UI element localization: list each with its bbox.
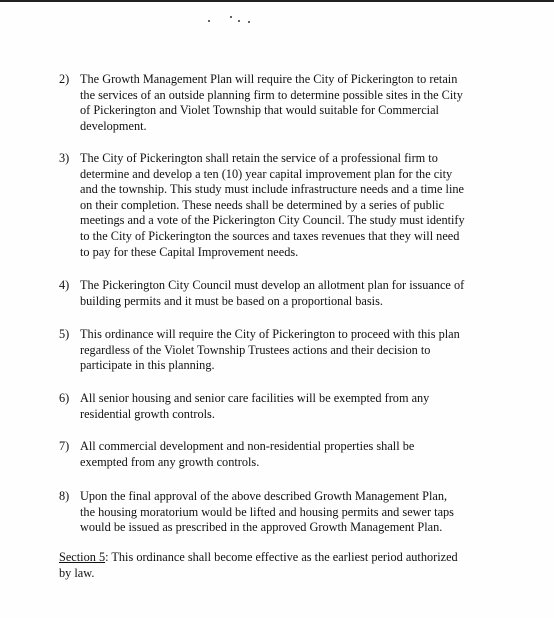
item-line: Upon the final approval of the above described Growth Management Plan, [80, 489, 448, 503]
item-line: The Pickerington City Council must develop an allotment plan for issuance of [80, 278, 465, 292]
item-number: 2) [59, 72, 70, 86]
item-line: development. [80, 118, 147, 133]
item-text [80, 439, 530, 470]
item-line: meetings and a vote of the Pickerington City Council. The study must identify [80, 213, 465, 228]
section-line-2: by law. [59, 565, 95, 580]
item-number: 3) [59, 151, 70, 165]
item-line: residential growth controls. [80, 406, 215, 421]
item-line: building permits and it must be based on a proportional basis. [80, 293, 383, 308]
item-text [80, 489, 530, 536]
item-line: the housing moratorium would be lifted and housing permits and sewer taps [80, 504, 454, 519]
item-line: of Pickerington and Violet Township that would suitable for Commercial [80, 103, 439, 118]
item-text [80, 72, 530, 134]
item-text [80, 151, 530, 260]
item-number: 7) [59, 439, 70, 453]
section-label: Section 5 [59, 550, 106, 564]
item-line: on their completion. These needs shall be determined by a series of public [80, 197, 445, 212]
section-line-1 [59, 550, 529, 566]
item-number: 4) [59, 278, 70, 292]
item-line: would be issued as prescribed in the approved Growth Management Plan. [80, 520, 443, 535]
item-line: and the township. This study must include infrastructure needs and a time line [80, 182, 464, 197]
scan-specks [208, 16, 256, 24]
item-number: 6) [59, 391, 70, 405]
item-line: This ordinance will require the City of Pickerington to proceed with this plan [80, 327, 460, 341]
item-text [80, 327, 530, 374]
item-number: 8) [59, 489, 70, 503]
item-line: regardless of the Violet Township Trustees actions and their decision to [80, 342, 431, 357]
item-line: exempted from any growth controls. [80, 454, 260, 469]
item-line: to the City of Pickerington the sources and taxes revenues that they will need [80, 228, 460, 243]
item-line: All senior housing and senior care facilities will be exempted from any [80, 391, 430, 405]
section-text: : This ordinance shall become effective as the earliest period authorized [105, 550, 458, 564]
item-line: determine and develop a ten (10) year capital improvement plan for the city [80, 166, 453, 181]
top-border-line [0, 0, 554, 2]
item-line: participate in this planning. [80, 358, 215, 373]
item-line: All commercial development and non-residential properties shall be [80, 439, 415, 453]
item-text [80, 278, 530, 309]
item-line: the services of an outside planning firm to determine possible sites in the City [80, 87, 463, 102]
section-5-paragraph [59, 550, 529, 581]
item-line: The City of Pickerington shall retain the service of a professional firm to [80, 151, 438, 165]
item-line: to pay for these Capital Improvement needs. [80, 244, 299, 259]
item-text [80, 391, 530, 422]
item-line: The Growth Management Plan will require the City of Pickerington to retain [80, 72, 458, 86]
item-number: 5) [59, 327, 70, 341]
